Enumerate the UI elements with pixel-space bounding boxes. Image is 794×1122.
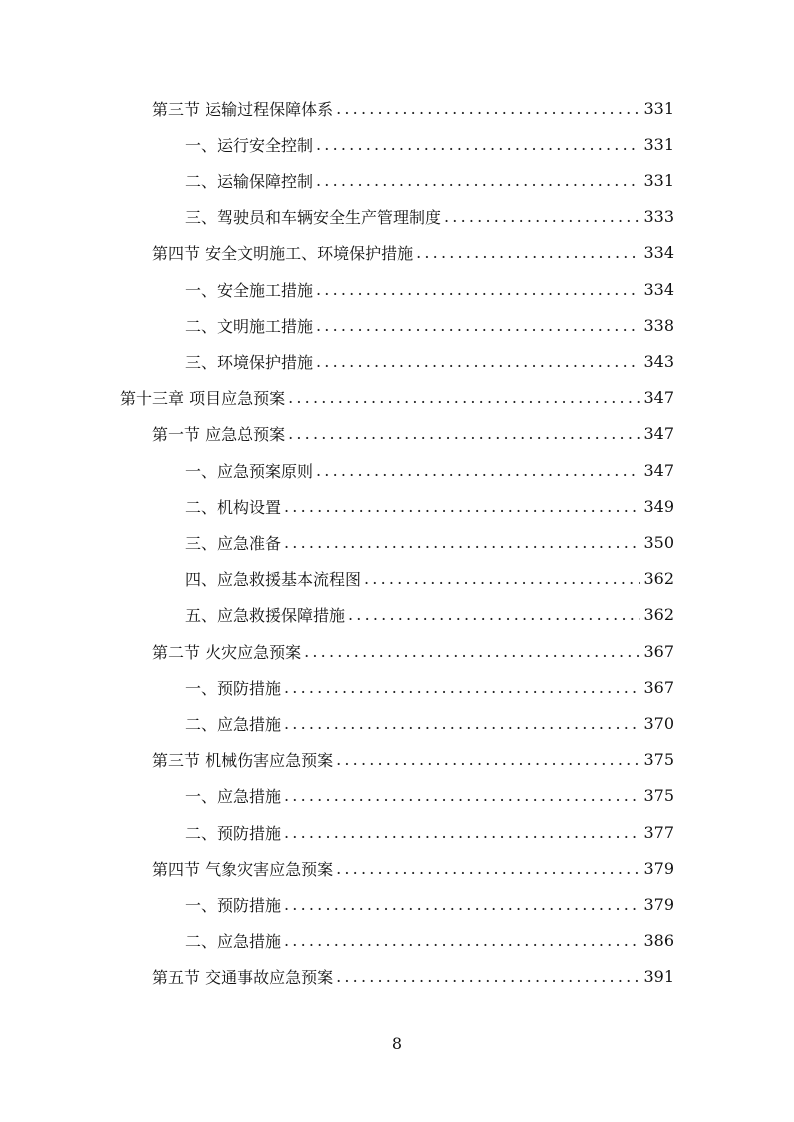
dot-leader bbox=[316, 171, 640, 190]
toc-entry-title: 三、环境保护措施 bbox=[185, 352, 314, 372]
toc-entry-title: 二、运输保障控制 bbox=[185, 171, 314, 191]
toc-entry-page: 331 bbox=[643, 134, 674, 154]
toc-entry-title: 一、安全施工措施 bbox=[185, 280, 314, 300]
toc-entry-page: 333 bbox=[643, 207, 674, 227]
toc-entry[interactable] bbox=[152, 420, 674, 448]
toc-entry-page: 370 bbox=[643, 713, 674, 733]
dot-leader bbox=[316, 316, 640, 335]
dot-leader bbox=[336, 99, 640, 118]
toc-entry[interactable] bbox=[152, 963, 674, 991]
toc-entry[interactable] bbox=[152, 637, 674, 665]
dot-leader bbox=[304, 642, 640, 661]
toc-entry[interactable] bbox=[185, 927, 674, 955]
toc-entry[interactable] bbox=[152, 94, 674, 122]
toc-entry-title: 第三节 运输过程保障体系 bbox=[152, 99, 334, 119]
toc-entry[interactable] bbox=[185, 890, 674, 918]
toc-entry[interactable] bbox=[185, 782, 674, 810]
dot-leader bbox=[284, 823, 640, 842]
toc-entry-page: 338 bbox=[643, 315, 674, 335]
toc-entry-title: 二、文明施工措施 bbox=[185, 316, 314, 336]
toc-entry-page: 377 bbox=[643, 822, 674, 842]
toc-entry[interactable] bbox=[185, 818, 674, 846]
dot-leader bbox=[444, 207, 640, 226]
toc-entry-page: 331 bbox=[643, 98, 674, 118]
toc-entry-title: 第一节 应急总预案 bbox=[152, 425, 286, 445]
toc-entry-title: 第五节 交通事故应急预案 bbox=[152, 968, 334, 988]
toc-entry-title: 一、预防措施 bbox=[185, 895, 282, 915]
toc-entry-page: 347 bbox=[643, 424, 674, 444]
dot-leader bbox=[336, 967, 640, 986]
toc-entry[interactable] bbox=[185, 565, 674, 593]
dot-leader bbox=[284, 497, 640, 516]
toc-entry[interactable] bbox=[152, 239, 674, 267]
dot-leader bbox=[336, 859, 640, 878]
toc-entry-page: 367 bbox=[643, 641, 674, 661]
toc-entry-title: 二、机构设置 bbox=[185, 497, 282, 517]
toc-entry-page: 331 bbox=[643, 170, 674, 190]
toc-entry-page: 375 bbox=[643, 750, 674, 770]
dot-leader bbox=[316, 352, 640, 371]
toc-entry-title: 一、运行安全控制 bbox=[185, 135, 314, 155]
toc-entry-title: 第四节 气象灾害应急预案 bbox=[152, 859, 334, 879]
toc-entry[interactable] bbox=[185, 347, 674, 375]
toc-entry[interactable] bbox=[120, 384, 674, 412]
toc-entry-page: 347 bbox=[643, 388, 674, 408]
toc-entry-title: 第十三章 项目应急预案 bbox=[120, 389, 286, 409]
toc-entry[interactable] bbox=[185, 203, 674, 231]
toc-entry-page: 367 bbox=[643, 677, 674, 697]
dot-leader bbox=[284, 931, 640, 950]
toc-entry[interactable] bbox=[152, 746, 674, 774]
toc-entry[interactable] bbox=[185, 528, 674, 556]
toc-entry[interactable] bbox=[185, 456, 674, 484]
dot-leader bbox=[348, 605, 640, 624]
dot-leader bbox=[284, 786, 640, 805]
toc-entry-title: 一、应急预案原则 bbox=[185, 461, 314, 481]
dot-leader bbox=[288, 388, 640, 407]
toc-entry-page: 379 bbox=[643, 894, 674, 914]
toc-entry[interactable] bbox=[185, 275, 674, 303]
toc-entry[interactable] bbox=[185, 166, 674, 194]
toc-entry-page: 350 bbox=[643, 532, 674, 552]
toc-entry-page: 334 bbox=[643, 279, 674, 299]
dot-leader bbox=[284, 895, 640, 914]
dot-leader bbox=[364, 569, 640, 588]
toc-entry-title: 第二节 火灾应急预案 bbox=[152, 642, 302, 662]
toc-entry-page: 343 bbox=[643, 351, 674, 371]
toc-entry-page: 349 bbox=[643, 496, 674, 516]
toc-entry-page: 386 bbox=[643, 931, 674, 951]
toc-entry-title: 二、应急措施 bbox=[185, 932, 282, 952]
toc-entry-page: 362 bbox=[643, 605, 674, 625]
toc-entry-title: 第三节 机械伤害应急预案 bbox=[152, 751, 334, 771]
toc-entry-title: 一、应急措施 bbox=[185, 787, 282, 807]
page-number: 8 bbox=[391, 1034, 403, 1053]
toc-entry[interactable] bbox=[185, 492, 674, 520]
dot-leader bbox=[284, 678, 640, 697]
dot-leader bbox=[316, 280, 640, 299]
toc-entry[interactable] bbox=[185, 311, 674, 339]
toc-entry-page: 347 bbox=[643, 460, 674, 480]
toc-entry-title: 三、应急准备 bbox=[185, 533, 282, 553]
toc-entry-title: 三、驾驶员和车辆安全生产管理制度 bbox=[185, 208, 442, 228]
toc-entry-title: 二、应急措施 bbox=[185, 714, 282, 734]
toc-entry[interactable] bbox=[185, 673, 674, 701]
dot-leader bbox=[284, 714, 640, 733]
toc-entry-page: 391 bbox=[643, 967, 674, 987]
toc-entry-page: 375 bbox=[643, 786, 674, 806]
toc-entry-title: 四、应急救援基本流程图 bbox=[185, 570, 362, 590]
toc-entry[interactable] bbox=[152, 854, 674, 882]
toc-entry-title: 第四节 安全文明施工、环境保护措施 bbox=[152, 244, 414, 264]
dot-leader bbox=[316, 461, 640, 480]
toc-entry-page: 379 bbox=[643, 858, 674, 878]
toc-entry[interactable] bbox=[185, 130, 674, 158]
toc-entry[interactable] bbox=[185, 709, 674, 737]
toc-entry[interactable] bbox=[185, 601, 674, 629]
toc-entry-page: 362 bbox=[643, 569, 674, 589]
toc-entry-title: 二、预防措施 bbox=[185, 823, 282, 843]
toc-entry-page: 334 bbox=[643, 243, 674, 263]
dot-leader bbox=[316, 135, 640, 154]
toc-entry-title: 一、预防措施 bbox=[185, 678, 282, 698]
dot-leader bbox=[336, 750, 640, 769]
dot-leader bbox=[416, 243, 640, 262]
dot-leader bbox=[288, 424, 640, 443]
toc-entry-title: 五、应急救援保障措施 bbox=[185, 606, 346, 626]
dot-leader bbox=[284, 533, 640, 552]
